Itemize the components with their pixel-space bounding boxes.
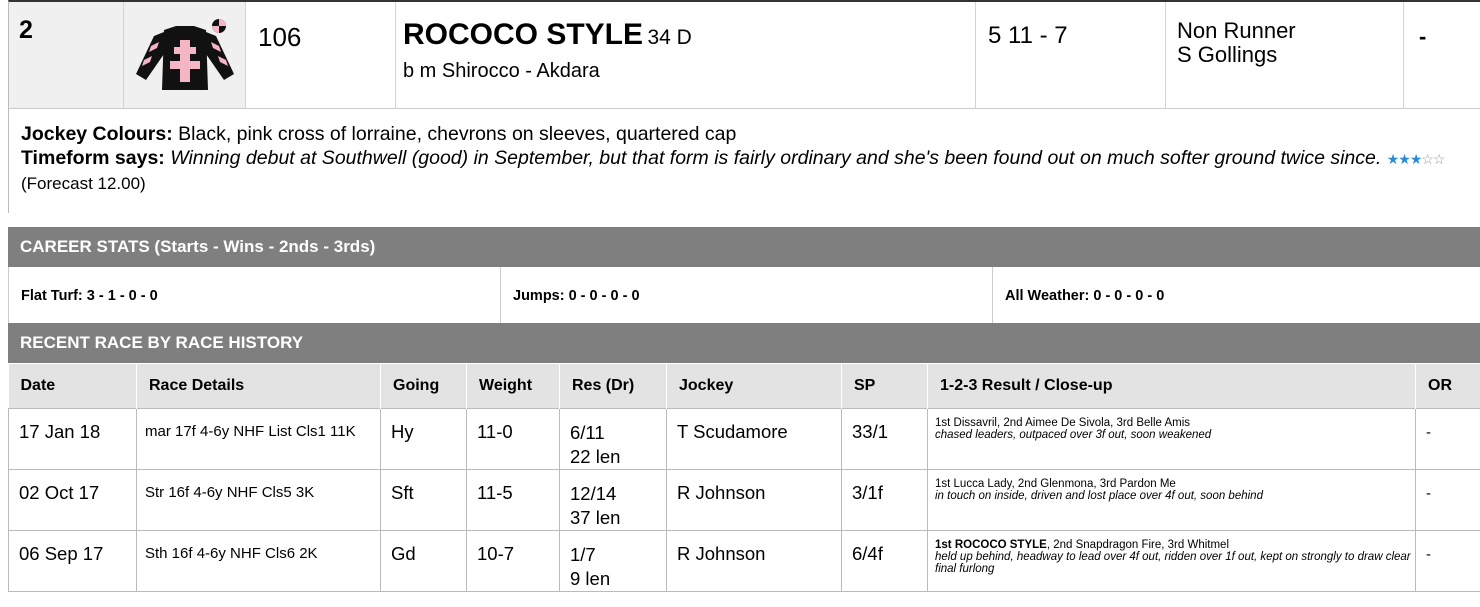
race-comment: chased leaders, outpaced over 3f out, soon weakened [935,428,1212,441]
breeding: b m Shirocco - Akdara [403,60,600,82]
col-sp: SP [842,364,928,408]
race-history-header: RECENT RACE BY RACE HISTORY [8,323,1480,363]
status-line: Non Runner [1177,18,1296,43]
race-sp: 33/1 [842,408,928,469]
placed: , 2nd Aimee De Sivola, 3rd Belle Amis [996,416,1191,429]
race-details[interactable]: Sth 16f 4-6y NHF Cls6 2K [137,530,381,591]
race-jockey: T Scudamore [667,408,842,469]
race-close-up [928,530,1416,591]
race-close-up [928,408,1416,469]
race-going: Gd [381,530,467,591]
timeform-text: Winning debut at Southwell (good) in September, but that form is fairly ordinary and she's been found out on much softer ground twice since. [170,147,1382,169]
race-date: 02 Oct 17 [9,469,137,530]
race-distance: 22 len [570,445,621,467]
race-jockey: R Johnson [667,469,842,530]
silks-cell [124,2,246,108]
race-going: Hy [381,408,467,469]
horse-name[interactable]: ROCOCO STYLE [403,18,644,51]
col-jockey: Jockey [667,364,842,408]
runner-number: 2 [9,2,124,108]
table-header-row [9,364,1480,408]
jockey-colours-label: Jockey Colours: [21,123,173,145]
age-weight: 5 11 - 7 [976,2,1166,108]
race-weight: 11-5 [467,469,560,530]
col-res: Res (Dr) [560,364,667,408]
jockey-colours-line [21,122,1480,146]
race-going: Sft [381,469,467,530]
col-weight: Weight [467,364,560,408]
table-row [9,408,1480,469]
rating-tag: 34 D [647,26,692,49]
race-or: - [1416,469,1480,530]
race-history-table [8,364,1480,592]
winner: 1st Dissavril [935,416,997,429]
race-or: - [1416,408,1480,469]
race-sp: 3/1f [842,469,928,530]
timeform-label: Timeform says: [21,147,165,169]
col-race-details: Race Details [137,364,381,408]
placed: , 2nd Glenmona, 3rd Pardon Me [1011,477,1176,490]
flat-turf-stats: Flat Turf: 3 - 1 - 0 - 0 [9,267,501,323]
runner-name-cell [396,2,976,108]
runner-status-cell [1166,2,1404,108]
race-position: 6/11 [570,421,605,443]
forecast: (Forecast 12.00) [21,174,146,193]
placed: , 2nd Snapdragon Fire, 3rd Whitmel [1046,538,1230,551]
race-comment: in touch on inside, driven and lost place over 4f out, soon behind [935,489,1263,502]
race-date: 17 Jan 18 [9,408,137,469]
race-details[interactable]: Str 16f 4-6y NHF Cls5 3K [137,469,381,530]
race-weight: 10-7 [467,530,560,591]
runner-info [8,109,1480,213]
jockey-silks-icon [124,2,246,109]
race-jockey: R Johnson [667,530,842,591]
race-close-up [928,469,1416,530]
race-date: 06 Sep 17 [9,530,137,591]
table-row [9,530,1480,591]
race-sp: 6/4f [842,530,928,591]
runner-weight: 106 [246,2,396,108]
race-weight: 11-0 [467,408,560,469]
col-date: Date [9,364,137,408]
col-going: Going [381,364,467,408]
odds-cell: - [1419,24,1427,49]
timeform-line [21,146,1480,196]
career-stats-header: CAREER STATS (Starts - Wins - 2nds - 3rds) [8,227,1480,267]
col-or: OR [1416,364,1480,408]
race-position: 12/14 [570,482,617,504]
trainer-name[interactable]: S Gollings [1177,42,1278,67]
race-details[interactable]: mar 17f 4-6y NHF List Cls1 11K [137,408,381,469]
race-distance: 37 len [570,506,621,528]
all-weather-stats: All Weather: 0 - 0 - 0 - 0 [1005,288,1165,304]
race-comment: held up behind, headway to lead over 4f out, ridden over 1f out, kept on strongly to draw clear final furlong [935,550,1411,575]
jumps-stats: Jumps: 0 - 0 - 0 - 0 [501,267,993,323]
winner: 1st ROCOCO STYLE [935,538,1047,551]
race-distance: 9 len [570,567,611,589]
race-result [560,469,667,530]
rating-stars-icon: ★★★☆☆ [1386,151,1445,167]
col-result: 1-2-3 Result / Close-up [928,364,1416,408]
table-row [9,469,1480,530]
career-stats [8,267,1480,323]
race-result [560,530,667,591]
race-position: 1/7 [570,543,596,565]
jockey-colours-text: Black, pink cross of lorraine, chevrons on sleeves, quartered cap [178,123,737,145]
runner-header [8,0,1480,109]
race-or: - [1416,530,1480,591]
race-result [560,408,667,469]
winner: 1st Lucca Lady [935,477,1012,490]
